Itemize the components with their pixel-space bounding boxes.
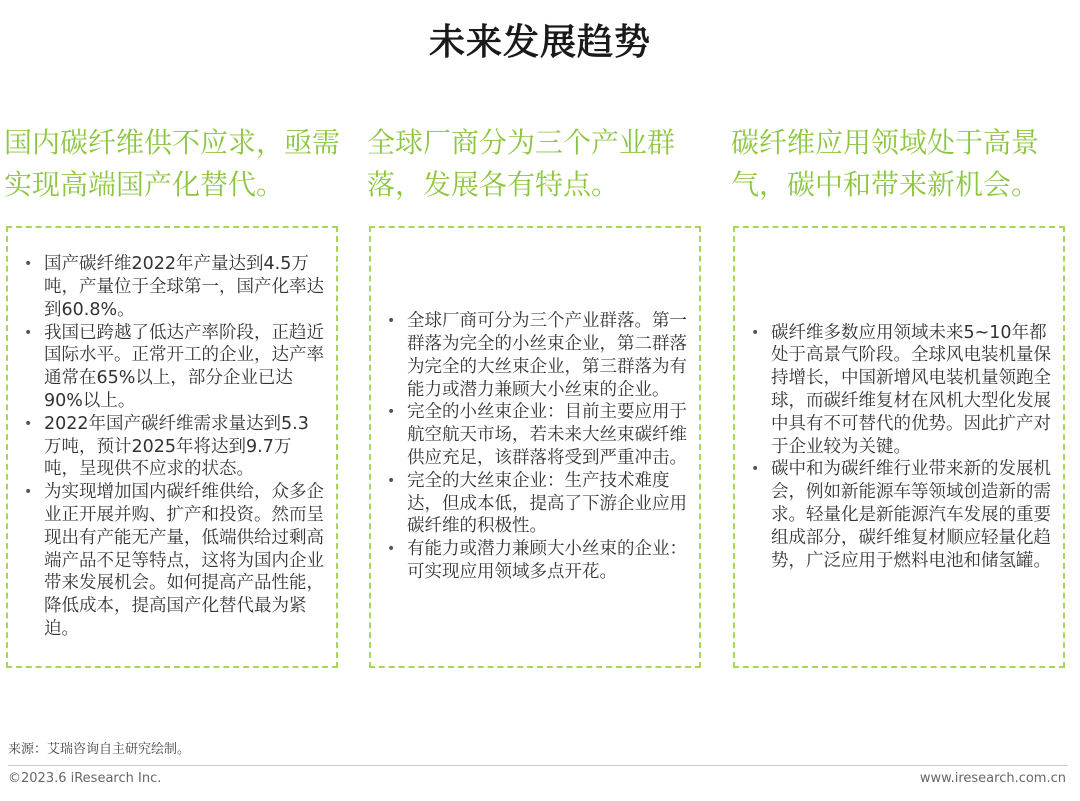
bullet-dot-icon: • bbox=[387, 313, 396, 330]
footer-divider bbox=[8, 765, 1068, 766]
list-item bbox=[22, 481, 324, 641]
bullet-text: 完全的大丝束企业：生产技术难度达，但成本低，提高了下游企业应用碳纤维的积极性。 bbox=[407, 470, 687, 537]
list-item bbox=[385, 401, 687, 469]
list-item bbox=[22, 322, 324, 413]
bullet-text: 国产碳纤维2022年产量达到4.5万吨，产量位于全球第一，国产化率达到60.8%。 bbox=[44, 254, 324, 320]
bullet-text: 全球厂商可分为三个产业群落。第一群落为完全的小丝束企业，第二群落为完全的大丝束企业，第三群落为有能力或潜力兼顾大小丝束的企业。 bbox=[407, 311, 687, 400]
column-heading: 全球厂商分为三个产业群落，发展各有特点。 bbox=[367, 126, 676, 201]
bullet-dot-icon: • bbox=[751, 461, 760, 478]
page-title: 未来发展趋势 bbox=[428, 22, 651, 63]
copyright: ©2023.6 iResearch Inc. bbox=[8, 771, 162, 786]
source-note: 来源：艾瑞咨询自主研究绘制。 bbox=[8, 742, 191, 757]
bullet-dot-icon: • bbox=[24, 324, 33, 341]
column-application-outlook bbox=[731, 122, 1067, 571]
bullet-dot-icon: • bbox=[387, 472, 396, 489]
list-item bbox=[22, 413, 324, 481]
bullet-dot-icon: • bbox=[387, 404, 396, 421]
bullet-text: 2022年国产碳纤维需求量达到5.3万吨，预计2025年将达到9.7万吨，呈现供不应求的状态。 bbox=[44, 413, 309, 480]
list-item bbox=[385, 538, 687, 584]
bullet-text: 碳纤维多数应用领域未来5~10年都处于高景气阶段。全球风电装机量保持增长，中国新增风电装机量领跑全球，而碳纤维复材在风机大型化发展中具有不可替代的优势。因此扩产对于企业较为关键。 bbox=[771, 322, 1051, 457]
bullet-text: 为实现增加国内碳纤维供给，众多企业正开展并购、扩产和投资。然而呈现出有产能无产量，低端供给过剩高端产品不足等特点，这将为国内企业带来发展机会。如何提高产品性能，降低成本，提高国产化替代最为紧迫。 bbox=[44, 482, 324, 639]
bullet-dot-icon: • bbox=[24, 415, 33, 432]
column-global-clusters bbox=[367, 122, 703, 582]
column-heading: 国内碳纤维供不应求，亟需实现高端国产化替代。 bbox=[4, 126, 341, 201]
bullet-list bbox=[8, 245, 336, 649]
bullet-dot-icon: • bbox=[387, 541, 396, 558]
list-item bbox=[385, 310, 687, 401]
list-item bbox=[749, 322, 1051, 459]
bullet-dot-icon: • bbox=[24, 484, 33, 501]
list-item bbox=[385, 470, 687, 538]
bullet-text: 碳中和为碳纤维行业带来新的发展机会，例如新能源车等领域创造新的需求。轻量化是新能源汽车发展的重要组成部分，碳纤维复材顺应轻量化趋势，广泛应用于燃料电池和储氢罐。 bbox=[771, 459, 1051, 571]
bullet-list bbox=[735, 314, 1063, 581]
website-url: www.iresearch.com.cn bbox=[919, 771, 1066, 786]
list-item bbox=[22, 253, 324, 321]
bullet-box bbox=[369, 226, 701, 668]
list-item bbox=[749, 458, 1051, 572]
column-domestic-supply bbox=[4, 122, 341, 639]
bullet-text: 我国已跨越了低达产率阶段，正趋近国际水平。正常开工的企业，达产率通常在65%以上，部分企业已达90%以上。 bbox=[44, 322, 324, 411]
bullet-list bbox=[371, 302, 699, 592]
bullet-dot-icon: • bbox=[751, 324, 760, 341]
bullet-box bbox=[733, 226, 1065, 668]
bullet-box bbox=[6, 226, 338, 668]
bullet-text: 完全的小丝束企业：目前主要应用于航空航天市场，若未来大丝束碳纤维供应充足，该群落将受到严重冲击。 bbox=[407, 402, 687, 468]
bullet-dot-icon: • bbox=[24, 256, 33, 273]
bullet-text: 有能力或潜力兼顾大小丝束的企业：可实现应用领域多点开花。 bbox=[407, 539, 687, 582]
column-heading: 碳纤维应用领域处于高景气，碳中和带来新机会。 bbox=[731, 126, 1040, 201]
